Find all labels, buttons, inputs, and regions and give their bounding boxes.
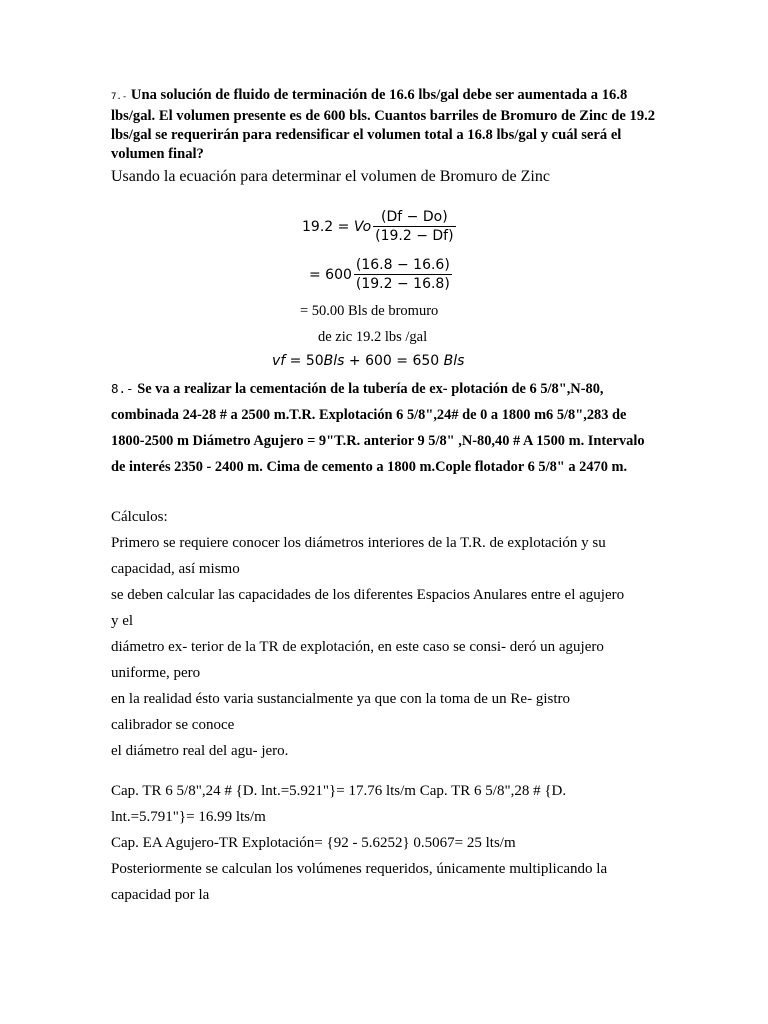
eq1-fraction xyxy=(373,209,455,244)
eq1-denominator: (19.2 − Df) xyxy=(375,228,454,244)
problem-8-number: 8.- xyxy=(111,381,134,396)
problem-8-text: Se va a realizar la cementación de la tubería de ex- plotación de 6 5/8",N-80, combinada 24-28 # a 2500 m.T.R. Explotación 6 5/8",24# de 0 a 1800 m6 5/8",283 de 1800-2500 m Diámetro Agujero = 9"T.R. anterior 9 5/8" ,N-80,40 # A 1500 m. Intervalo de interés 2350 - 2400 m. Cima de cemento a 1800 m.Cople flotador 6 5/8" a 2470 m. xyxy=(111,381,645,475)
problem-8 xyxy=(111,376,646,480)
body-line: se deben calcular las capacidades de los diferentes Espacios Anulares entre el agujero xyxy=(111,587,625,603)
body-line: capacidad por la xyxy=(111,887,210,903)
eq3-unit1: Bls xyxy=(323,353,345,369)
eq3-rhs1: = 50 xyxy=(289,353,324,369)
eq3-var: vf xyxy=(272,353,286,369)
body-line: uniforme, pero xyxy=(111,665,201,681)
eq2-lhs: = 600 xyxy=(309,266,352,283)
problem-7 xyxy=(111,86,656,164)
body-line: Posteriormente se calculan los volúmenes requeridos, únicamente multiplicando la xyxy=(111,861,608,877)
problem-7-text: Una solución de fluido de terminación de 16.6 lbs/gal debe ser aumentada a 16.8 lbs/gal. El volumen presente es de 600 bls. Cuantos barriles de Bromuro de Zinc de 19.2 lbs/gal se requerirán para redensificar el volumen total a 16.8 lbs/gal y cuál será el volumen final? xyxy=(111,87,656,162)
intro-text: Usando la ecuación para determinar el volumen de Bromuro de Zinc xyxy=(111,168,550,185)
body-line: Primero se requiere conocer los diámetros interiores de la T.R. de explotación y su xyxy=(111,535,606,551)
equation-volume-formula xyxy=(302,209,456,244)
eq2-denominator: (19.2 − 16.8) xyxy=(355,276,450,292)
equation-substitution xyxy=(309,257,452,292)
result-line-2: de zic 19.2 lbs /gal xyxy=(318,329,428,345)
eq2-fraction xyxy=(354,257,452,292)
equation-final-volume xyxy=(272,353,464,369)
eq1-numerator: (Df − Do) xyxy=(381,209,448,225)
body-line: diámetro ex- terior de la TR de explotación, en este caso se consi- deró un agujero xyxy=(111,639,604,655)
eq1-lhs: 19.2 = xyxy=(302,218,350,235)
body-line: calibrador se conoce xyxy=(111,717,235,733)
body-line: lnt.=5.791"}= 16.99 lts/m xyxy=(111,809,266,825)
eq3-unit2: Bls xyxy=(443,353,465,369)
result-line-1: = 50.00 Bls de bromuro xyxy=(300,303,439,319)
eq2-numerator: (16.8 − 16.6) xyxy=(355,257,450,273)
body-line: el diámetro real del agu- jero. xyxy=(111,743,289,759)
body-line: Cap. EA Agujero-TR Explotación= {92 - 5.6252} 0.5067= 25 lts/m xyxy=(111,835,516,851)
body-line: capacidad, así mismo xyxy=(111,561,240,577)
eq1-var: Vo xyxy=(353,218,372,235)
body-line: Cap. TR 6 5/8",24 # {D. lnt.=5.921"}= 17.76 lts/m Cap. TR 6 5/8",28 # {D. xyxy=(111,783,567,799)
problem-7-number: 7.- xyxy=(111,92,128,102)
body-line: en la realidad ésto varia sustancialmente ya que con la toma de un Re- gistro xyxy=(111,691,571,707)
body-line: Cálculos: xyxy=(111,509,168,525)
eq3-rhs2: + 600 = 650 xyxy=(348,353,440,369)
calculations-section xyxy=(111,504,656,764)
body-line: y el xyxy=(111,613,134,629)
capacities-section xyxy=(111,778,656,908)
